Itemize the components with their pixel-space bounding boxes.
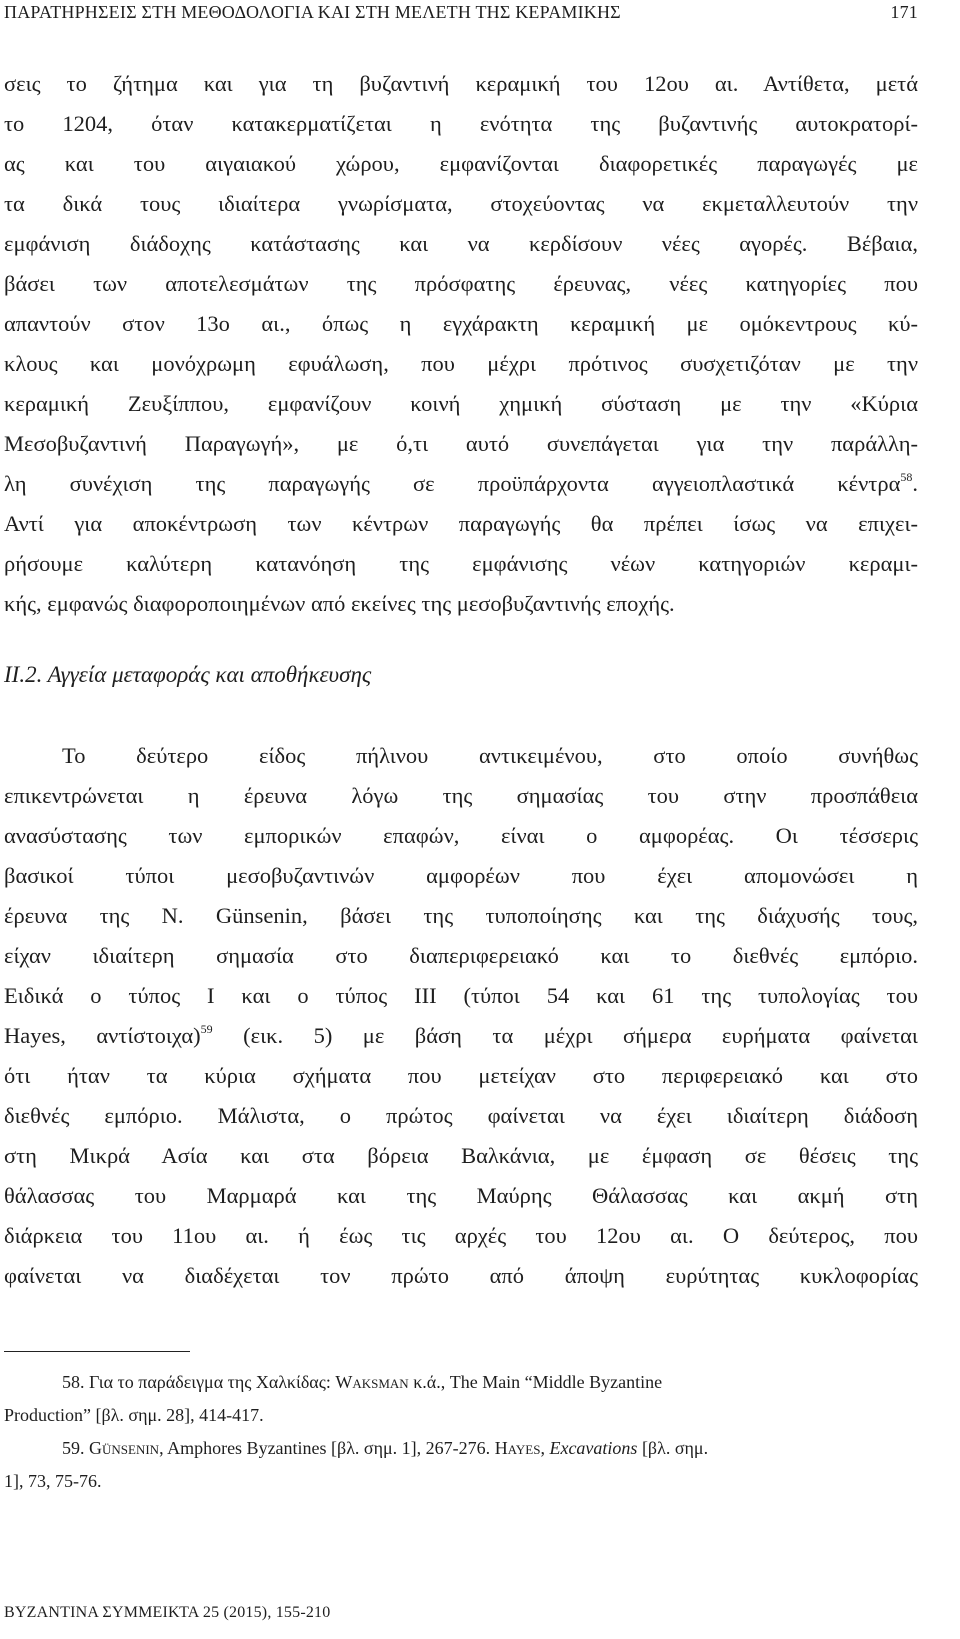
text-line: κής, εμφανώς διαφοροποιημένων από εκείνες της μεσοβυζαντινής εποχής. xyxy=(4,591,675,616)
text-line: ας και του αιγαιακού χώρου, εμφανίζονται διαφορετικές παραγωγές με xyxy=(4,151,918,176)
work-title: Excavations xyxy=(549,1438,638,1458)
text-line: διάρκεια του 11ου αι. ή έως τις αρχές του 12ου αι. Ο δεύτερος, που xyxy=(4,1223,918,1248)
text-line: ρήσουμε καλύτερη κατανόηση της εμφάνισης νέων κατηγοριών κεραμι- xyxy=(4,551,918,576)
text-line: Αντί για αποκέντρωση των κέντρων παραγωγής θα πρέπει ίσως να επιχει- xyxy=(4,511,918,536)
text-line: εμφάνιση διάδοχης κατάστασης και να κερδίσουν νέες αγορές. Βέβαια, xyxy=(4,231,918,256)
text-line: βάσει των αποτελεσμάτων της πρόσφατης έρευνας, νέες κατηγορίες που xyxy=(4,271,918,296)
paragraph-2 xyxy=(4,736,918,1296)
text-line: Το δεύτερο είδος πήλινου αντικειμένου, στο οποίο συνήθως xyxy=(62,743,918,768)
text-line: διεθνές εμπόριο. Μάλιστα, ο πρώτος φαίνεται να έχει ιδιαίτερη διάδοση xyxy=(4,1103,918,1128)
running-header xyxy=(4,0,918,30)
text-line: επικεντρώνεται η έρευνα λόγω της σημασίας του στην προσπάθεια xyxy=(4,783,918,808)
text-line: απαντούν στον 13ο αι., όπως η εγχάρακτη κεραμική με ομόκεντρους κύ- xyxy=(4,311,918,336)
footnote-59-cont: 1], 73, 75-76. xyxy=(4,1471,102,1491)
text-line: κλους και μονόχρωμη εφυάλωση, που μέχρι πρότινος συσχετιζόταν με την xyxy=(4,351,918,376)
text-line: ότι ήταν τα κύρια σχήματα που μετείχαν στο περιφερειακό και στο xyxy=(4,1063,918,1088)
author-name: Hayes xyxy=(494,1438,541,1458)
text-line: Ειδικά ο τύπος Ι και ο τύπος ΙΙΙ (τύποι 54 και 61 της τυπολογίας του xyxy=(4,983,918,1008)
author-name: Waksman xyxy=(335,1372,409,1392)
footnote-58: 58. Για το παράδειγμα της Χαλκίδας: Waksman κ.ά., The Main “Middle Byzantine xyxy=(62,1372,663,1392)
text-line: ανασύστασης των εμπορικών επαφών, είναι ο αμφορέας. Οι τέσσερις xyxy=(4,823,918,848)
footnote-ref-58[interactable]: 58 xyxy=(900,470,913,484)
footnote-59: 59. Günsenin, Amphores Byzantines [βλ. σημ. 1], 267-276. Hayes, Excavations [βλ. σημ. xyxy=(62,1438,709,1458)
footnote-separator xyxy=(4,1351,190,1352)
footnote-58-cont: Production” [βλ. σημ. 28], 414-417. xyxy=(4,1405,264,1425)
paragraph-1 xyxy=(4,64,918,624)
text-fragment: (εικ. 5) με βάση τα μέχρι σήμερα ευρήματα φαίνεται xyxy=(212,1023,918,1048)
text-line: φαίνεται να διαδέχεται τον πρώτο από άποψη ευρύτητας κυκλοφορίας xyxy=(4,1263,918,1288)
text-line: κεραμική Ζευξίππου, εμφανίζουν κοινή χημική σύσταση με την «Κύρια xyxy=(4,391,918,416)
journal-footer: ΒΥΖΑΝΤΙΝΑ ΣΥΜΜΕΙΚΤΑ 25 (2015), 155-210 xyxy=(4,1604,331,1621)
text-line: βασικοί τύποι μεσοβυζαντινών αμφορέων που έχει απομονώσει η xyxy=(4,863,918,888)
running-title: ΠΑΡΑΤΗΡΗΣΕΙΣ ΣΤΗ ΜΕΘΟΔΟΛΟΓΙΑ ΚΑΙ ΣΤΗ ΜΕΛΕΤΗ ΤΗΣ ΚΕΡΑΜΙΚΗΣ xyxy=(4,2,621,22)
text-line: Μεσοβυζαντινή Παραγωγή», με ό,τι αυτό συνεπάγεται για την παράλλη- xyxy=(4,431,918,456)
text-line: τα δικά τους ιδιαίτερα γνωρίσματα, στοχεύοντας να εκμεταλλευτούν την xyxy=(4,191,918,216)
text-line: το 1204, όταν κατακερματίζεται η ενότητα της βυζαντινής αυτοκρατορί- xyxy=(4,111,918,136)
text-fragment: Hayes, αντίστοιχα) xyxy=(4,1023,201,1048)
footnotes xyxy=(4,1366,918,1498)
text-fragment: λη συνέχιση της παραγωγής σε προϋπάρχοντα αγγειοπλαστικά κέντρα xyxy=(4,471,901,496)
text-line: στη Μικρά Ασία και στα βόρεια Βαλκάνια, με έμφαση σε θέσεις της xyxy=(4,1143,918,1168)
text-line: είχαν ιδιαίτερη σημασία στο διαπεριφερειακό και το διεθνές εμπόριο. xyxy=(4,943,918,968)
author-name: Günsenin xyxy=(89,1438,160,1458)
footnote-ref-59[interactable]: 59 xyxy=(200,1022,213,1036)
text-line xyxy=(4,1016,918,1056)
text-line: σεις το ζήτημα και για τη βυζαντινή κεραμική του 12ου αι. Αντίθετα, μετά xyxy=(4,71,918,96)
text-line: λη συνέχιση της παραγωγής σε προϋπάρχοντα αγγειοπλαστικά κέντρα$^{58}$. xyxy=(4,470,918,496)
text-line: θάλασσας του Μαρμαρά και της Μαύρης Θάλασσας και ακμή στη xyxy=(4,1183,918,1208)
page-number: 171 xyxy=(890,2,918,22)
section-heading: ΙΙ.2. Αγγεία μεταφοράς και αποθήκευσης xyxy=(4,662,372,687)
text-line: έρευνα της N. Günsenin, βάσει της τυποποίησης και της διάχυσής τους, xyxy=(4,903,918,928)
